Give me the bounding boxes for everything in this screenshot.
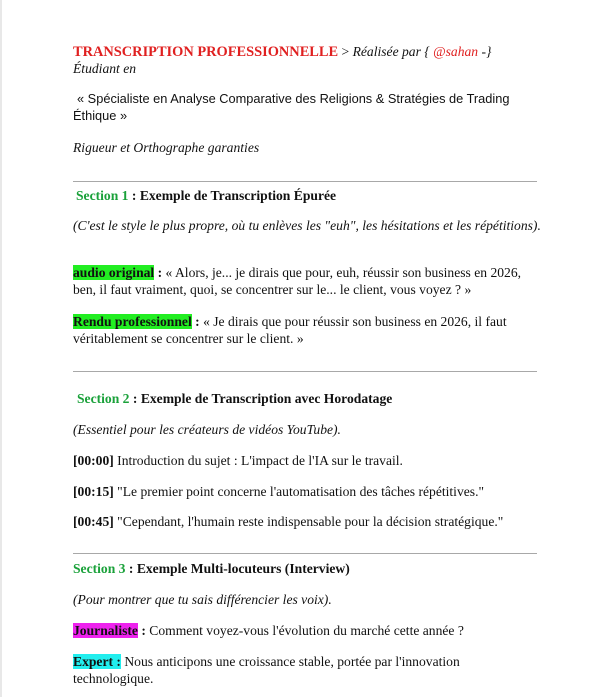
section1-clean <box>73 313 543 347</box>
timestamp-entry <box>73 483 484 500</box>
timestamp-text: "Cependant, l'humain reste indispensable pour la décision stratégique." <box>113 514 504 529</box>
clean-label: Rendu professionnel <box>73 314 192 329</box>
raw-audio-label: audio original <box>73 265 155 280</box>
speaker1-text: Comment voyez-vous l'évolution du marché cette année ? <box>149 623 464 638</box>
header-line <box>73 43 491 61</box>
clean-sep: : <box>191 314 204 329</box>
speaker-line-journaliste <box>73 622 464 639</box>
section1-note: (C'est le style le plus propre, où tu enlèves les "euh", les hésitations et les répétitions). <box>73 218 541 233</box>
page-edge <box>0 0 2 697</box>
specialty-line: « Spécialiste en Analyse Comparative des Religions & Stratégies de Trading Éthique » <box>73 91 510 123</box>
divider-1 <box>73 181 537 182</box>
doc-title: TRANSCRIPTION PROFESSIONNELLE <box>73 44 339 60</box>
title-separator: > <box>338 44 353 59</box>
timestamp-entry <box>73 513 503 530</box>
author-handle: @sahan <box>433 44 479 59</box>
section1-title: Exemple de Transcription Épurée <box>139 188 337 203</box>
section3-label: Section 3 <box>73 561 126 576</box>
timestamp: [00:00] <box>73 453 114 468</box>
section3-note: (Pour montrer que tu sais différencier les voix). <box>73 592 332 607</box>
speaker1-sep: : <box>137 623 150 638</box>
section1-heading <box>76 187 336 204</box>
speaker-label-journaliste: Journaliste <box>73 623 138 638</box>
clean-text: « Je dirais que pour réussir son business en 2026, il faut véritablement se concentrer sur le client. » <box>73 314 507 346</box>
timestamp-entry <box>73 452 403 469</box>
section2-note: (Essentiel pour les créateurs de vidéos YouTube). <box>73 422 341 437</box>
section3-title: Exemple Multi-locuteurs (Interview) <box>136 561 350 576</box>
section1-raw <box>73 264 543 298</box>
section1-label: Section 1 <box>76 188 129 203</box>
guarantee-line: Rigueur et Orthographe garanties <box>73 140 260 155</box>
speaker2-text: Nous anticipons une croissance stable, portée par l'innovation technologique. <box>73 654 460 686</box>
raw-sep: : <box>154 265 166 280</box>
divider-3 <box>73 553 537 554</box>
timestamp: [00:45] <box>73 514 114 529</box>
timestamp-text: "Le premier point concerne l'automatisation des tâches répétitives." <box>113 484 485 499</box>
section2-label: Section 2 <box>77 391 130 406</box>
timestamp: [00:15] <box>73 484 114 499</box>
status-line: Étudiant en <box>73 61 137 76</box>
made-by: Réalisée par { <box>352 44 434 59</box>
section2-heading <box>77 390 392 407</box>
timestamp-text: Introduction du sujet : L'impact de l'IA sur le travail. <box>113 453 403 468</box>
section2-title: Exemple de Transcription avec Horodatage <box>140 391 393 406</box>
speaker-label-expert: Expert : <box>73 654 121 669</box>
made-by-end: -} <box>478 44 492 59</box>
section2-colon: : <box>129 391 141 406</box>
section3-colon: : <box>125 561 137 576</box>
divider-2 <box>73 371 537 372</box>
section3-heading <box>73 560 350 577</box>
section1-colon: : <box>128 188 140 203</box>
speaker-line-expert <box>73 653 543 687</box>
raw-audio-text: « Alors, je... je dirais que pour, euh, réussir son business en 2026, ben, il faut vraiment, quoi, se concentrer sur le... le client, vous voyez ? » <box>73 265 522 297</box>
